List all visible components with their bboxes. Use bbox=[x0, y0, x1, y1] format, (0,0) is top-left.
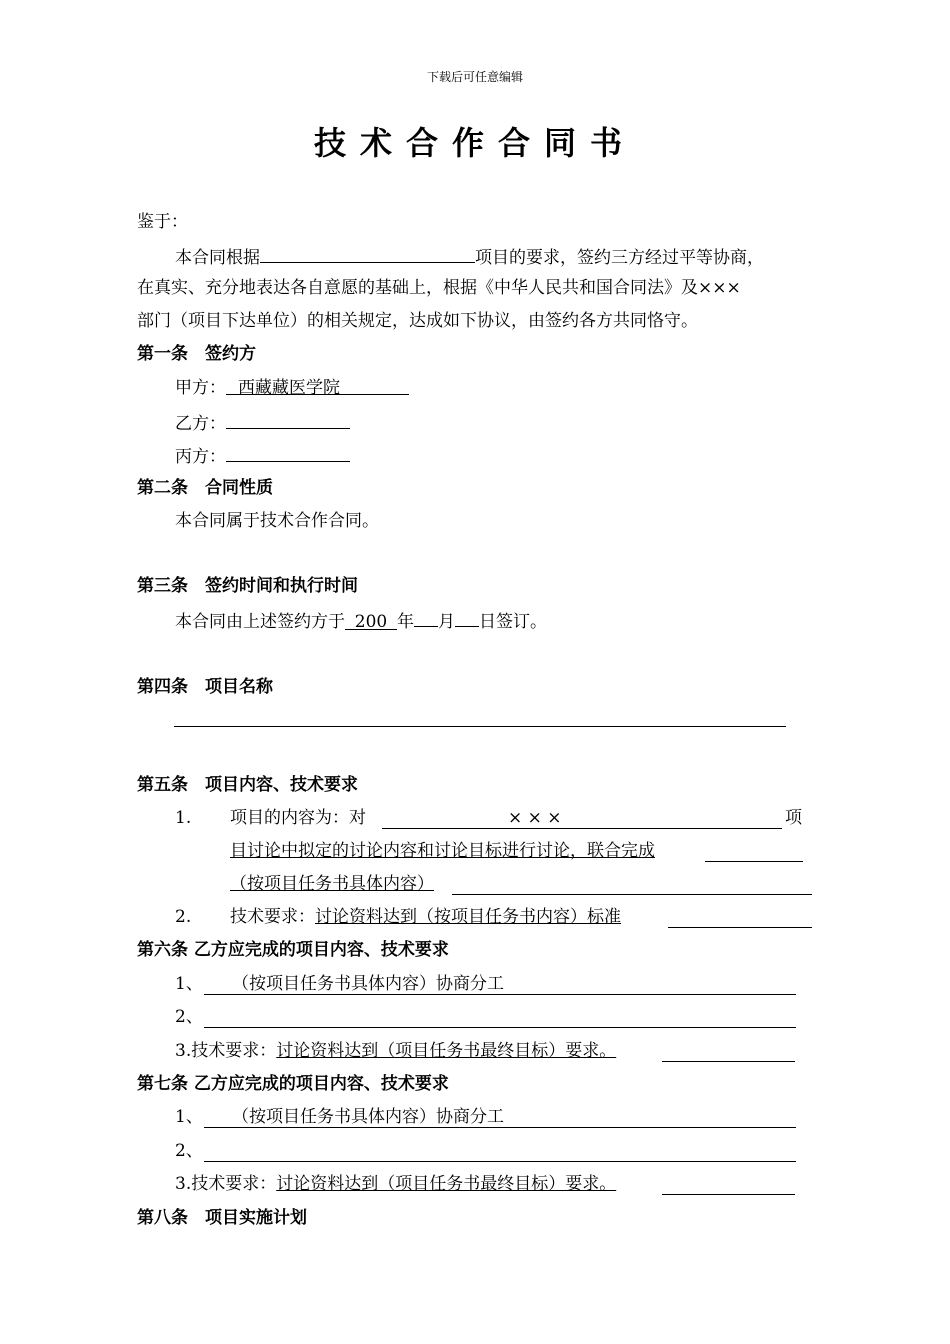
art5-tech-label: 技术要求： bbox=[230, 907, 315, 927]
art7-item2-line bbox=[204, 1161, 796, 1162]
art6-item2-num: 2、 bbox=[175, 1007, 203, 1027]
party-c bbox=[175, 443, 350, 468]
art7-item2-num: 2、 bbox=[175, 1141, 203, 1161]
art5-line-4-tail bbox=[668, 927, 812, 928]
party-a bbox=[175, 377, 409, 399]
art7-tech-label: 3.技术要求： bbox=[175, 1174, 277, 1194]
art6-tech-value: 讨论资料达到（项目任务书最终目标）要求。 bbox=[276, 1041, 617, 1061]
party-b-blank bbox=[226, 410, 350, 429]
art5-line-4 bbox=[230, 906, 621, 928]
project-name-line bbox=[174, 726, 786, 727]
art5-line-2: 目讨论中拟定的讨论内容和讨论目标进行讨论，联合完成 bbox=[230, 841, 655, 861]
art6-item1-value: （按项目任务书具体内容）协商分工 bbox=[232, 974, 504, 994]
intro-line-1 bbox=[175, 244, 764, 269]
art5-line-3: （按项目任务书具体内容） bbox=[230, 874, 434, 894]
art5-xxx: × × × bbox=[508, 808, 562, 828]
day-blank bbox=[455, 608, 479, 627]
document-title: 技术合作合同书 bbox=[313, 124, 636, 162]
art6-item3 bbox=[175, 1040, 616, 1062]
art7-tech-value: 讨论资料达到（项目任务书最终目标）要求。 bbox=[276, 1174, 617, 1194]
project-blank bbox=[260, 244, 475, 263]
art7-item3-tail bbox=[662, 1194, 795, 1195]
art2-text: 本合同属于技术合作合同。 bbox=[175, 511, 379, 531]
art7-item1-num: 1、 bbox=[175, 1107, 203, 1127]
art7-item1-value: （按项目任务书具体内容）协商分工 bbox=[232, 1107, 504, 1127]
month-blank bbox=[414, 608, 438, 627]
art5-line-1b: 项 bbox=[785, 808, 802, 828]
intro-p1b: 项目的要求，签约三方经过平等协商， bbox=[475, 248, 764, 268]
art3-t1: 本合同由上述签约方于 bbox=[175, 612, 345, 632]
art4-heading: 第四条 项目名称 bbox=[137, 677, 273, 697]
art6-tech-label: 3.技术要求： bbox=[175, 1041, 277, 1061]
intro-label: 鉴于： bbox=[137, 212, 188, 232]
intro-line-3: 部门（项目下达单位）的相关规定，达成如下协议，由签约各方共同恪守。 bbox=[137, 311, 698, 331]
intro-line-2: 在真实、充分地表达各自意愿的基础上，根据《中华人民共和国合同法》及××× bbox=[137, 278, 741, 298]
art6-heading: 第六条 乙方应完成的项目内容、技术要求 bbox=[137, 940, 449, 960]
art5-heading: 第五条 项目内容、技术要求 bbox=[137, 775, 358, 795]
art5-line-1-underline bbox=[382, 828, 782, 829]
header-note: 下载后可任意编辑 bbox=[426, 70, 523, 84]
art6-item3-tail bbox=[662, 1061, 795, 1062]
party-c-label: 丙方： bbox=[175, 447, 226, 467]
party-c-blank bbox=[226, 443, 350, 462]
party-b-label: 乙方： bbox=[175, 414, 226, 434]
art8-heading: 第八条 项目实施计划 bbox=[137, 1208, 307, 1228]
year-value: 200 bbox=[345, 611, 397, 630]
art6-item1-num: 1、 bbox=[175, 974, 203, 994]
art3-month-suffix: 月 bbox=[438, 612, 455, 632]
art3-text bbox=[175, 608, 547, 633]
art3-day-suffix: 日签订。 bbox=[479, 612, 547, 632]
art1-heading: 第一条 签约方 bbox=[137, 344, 256, 364]
party-a-label: 甲方： bbox=[175, 378, 226, 398]
art7-item3 bbox=[175, 1173, 616, 1195]
party-b bbox=[175, 410, 350, 435]
art5-line-1a: 项目的内容为：对 bbox=[230, 808, 366, 828]
art3-year-suffix: 年 bbox=[397, 612, 414, 632]
art5-tech-value: 讨论资料达到（按项目任务书内容）标准 bbox=[315, 907, 621, 927]
art2-heading: 第二条 合同性质 bbox=[137, 478, 273, 498]
art3-heading: 第三条 签约时间和执行时间 bbox=[137, 576, 358, 596]
art5-num-2: 2. bbox=[175, 907, 192, 927]
art5-line-3-tail bbox=[452, 894, 812, 895]
art5-num-1: 1. bbox=[175, 808, 192, 828]
art5-line-2-tail bbox=[705, 861, 803, 862]
art7-heading: 第七条 乙方应完成的项目内容、技术要求 bbox=[137, 1074, 449, 1094]
intro-p1a: 本合同根据 bbox=[175, 248, 260, 268]
art6-item2-line bbox=[204, 1027, 796, 1028]
party-a-value: 西藏藏医学院 bbox=[226, 377, 409, 395]
